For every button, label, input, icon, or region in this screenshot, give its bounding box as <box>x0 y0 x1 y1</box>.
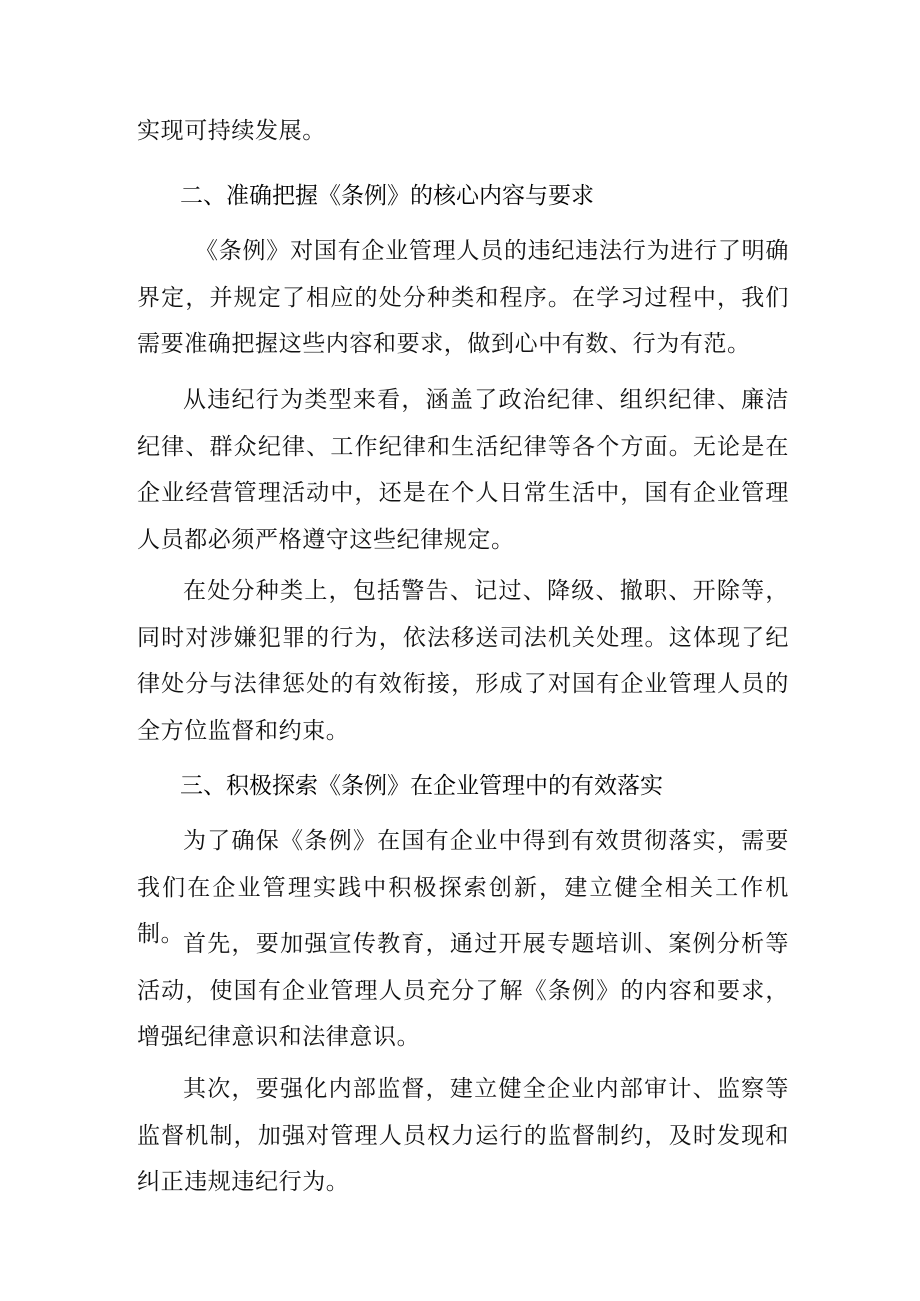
section-2-paragraph-3: 在处分种类上，包括警告、记过、降级、撤职、开除等，同时对涉嫌犯罪的行为，依法移送司法机关处理。这体现了纪律处分与法律惩处的有效衔接，形成了对国有企业管理人员的全方位监督和约束。 <box>137 578 789 744</box>
section-3-paragraph-3: 其次，要强化内部监督，建立健全企业内部审计、监察等监督机制，加强对管理人员权力运行的监督制约，及时发现和纠正违规违纪行为。 <box>137 1076 789 1195</box>
section-3-paragraph-2: 首先，要加强宣传教育，通过开展专题培训、案例分析等活动，使国有企业管理人员充分了解《条例》的内容和要求，增强纪律意识和法律意识。 <box>137 931 789 1050</box>
section-2-heading: 二、准确把握《条例》的核心内容与要求 <box>180 183 594 209</box>
intro-tail-paragraph: 实现可持续发展。 <box>137 118 326 144</box>
section-3-heading: 三、积极探索《条例》在企业管理中的有效落实 <box>180 773 663 799</box>
section-3-paragraph-1: 为了确保《条例》在国有企业中得到有效贯彻落实，需要我们在企业管理实践中积极探索创新，建立健全相关工作机制。 <box>137 828 789 947</box>
section-2-paragraph-2: 从违纪行为类型来看，涵盖了政治纪律、组织纪律、廉洁纪律、群众纪律、工作纪律和生活纪律等各个方面。无论是在企业经营管理活动中，还是在个人日常生活中，国有企业管理人员都必须严格遵守这些纪律规定。 <box>137 387 789 553</box>
section-2-paragraph-1: 《条例》对国有企业管理人员的违纪违法行为进行了明确界定，并规定了相应的处分种类和程序。在学习过程中，我们需要准确把握这些内容和要求，做到心中有数、行为有范。 <box>137 238 789 357</box>
